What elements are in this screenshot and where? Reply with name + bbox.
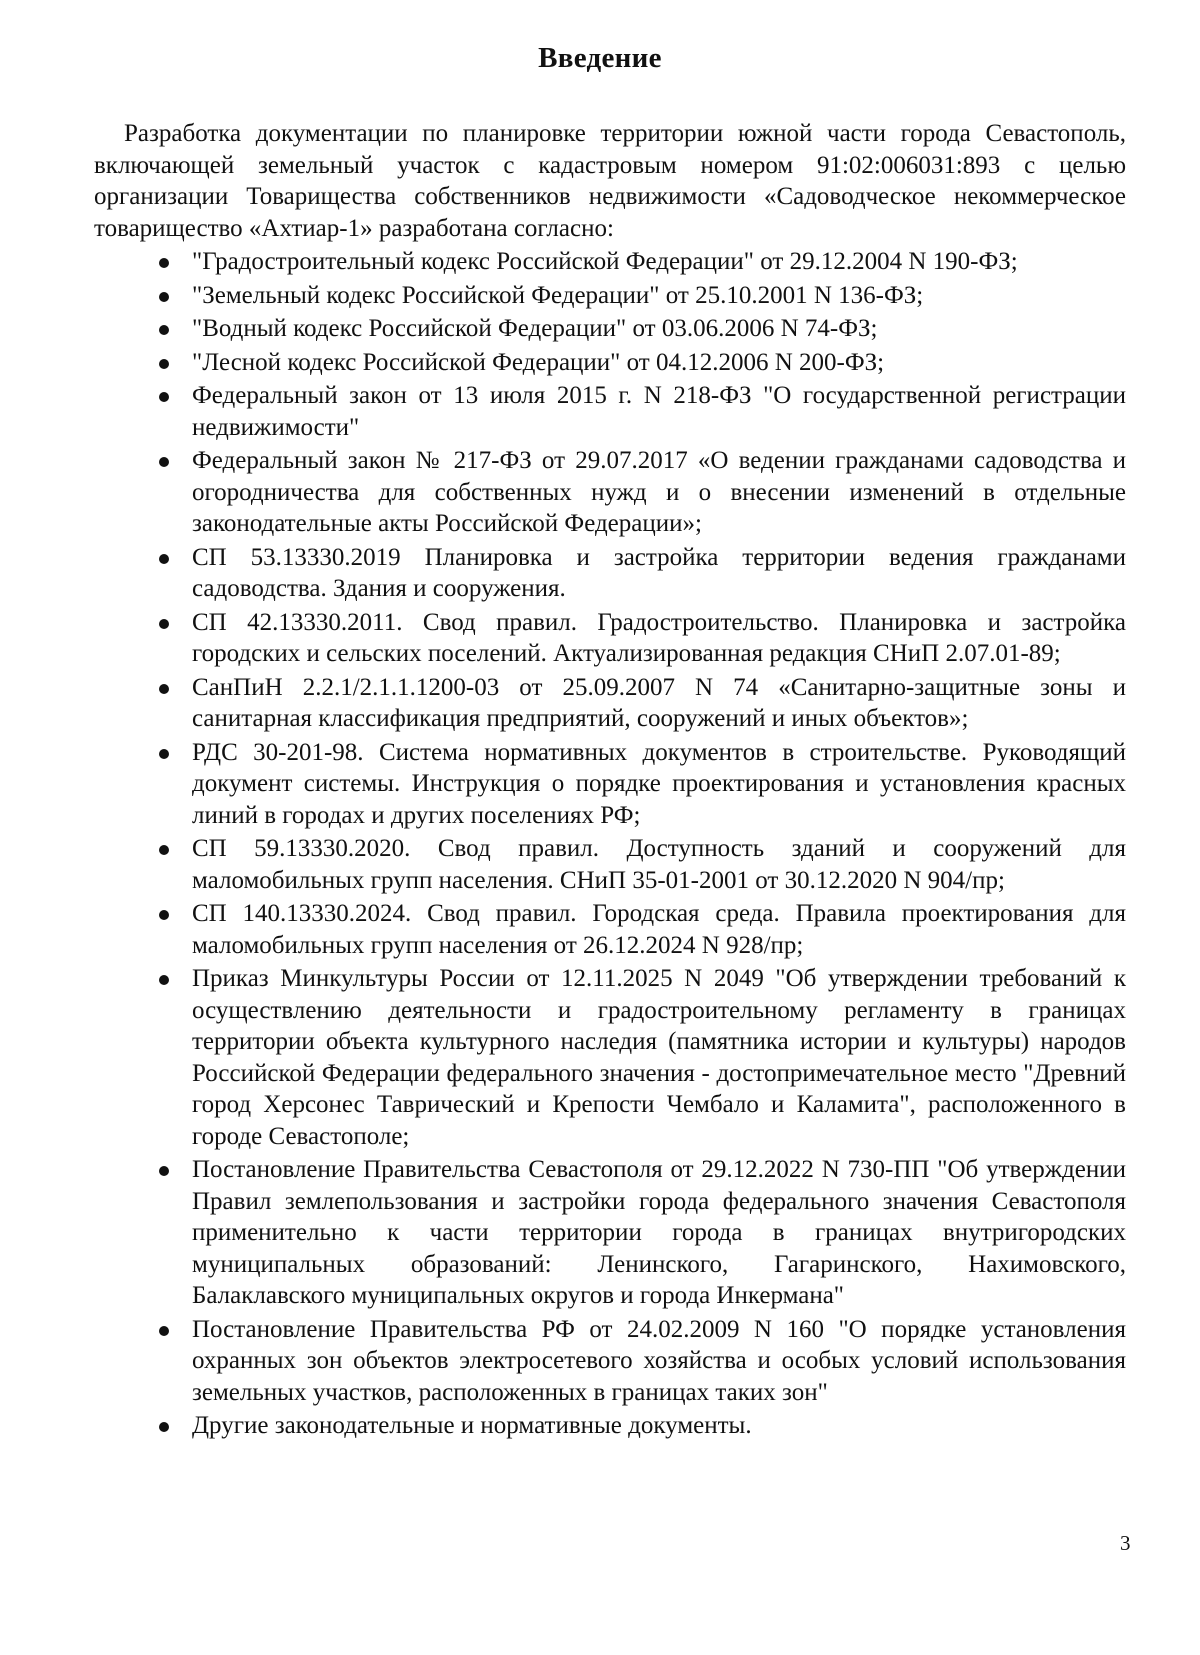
list-item: СП 140.13330.2024. Свод правил. Городская среда. Правила проектирования для маломобильных групп населения от 26.12.2024 N 928/пр; xyxy=(94,898,1126,961)
list-item: "Водный кодекс Российской Федерации" от 03.06.2006 N 74-ФЗ; xyxy=(94,313,1126,345)
document-body xyxy=(94,118,1126,1442)
list-item: СП 53.13330.2019 Планировка и застройка территории ведения гражданами садоводства. Здания и сооружения. xyxy=(94,542,1126,605)
list-item: Приказ Минкультуры России от 12.11.2025 N 2049 "Об утверждении требований к осуществлению деятельности и градостроительному регламенту в границах территории объекта культурного наследия (памятника истории и культуры) народов Российской Федерации федерального значения - достопримечательное место "Древний город Херсонес Таврический и Крепости Чембало и Каламита", расположенного в городе Севастополе; xyxy=(94,963,1126,1152)
list-item: СанПиН 2.2.1/2.1.1.1200-03 от 25.09.2007 N 74 «Санитарно-защитные зоны и санитарная классификация предприятий, сооружений и иных объектов»; xyxy=(94,672,1126,735)
list-item: "Земельный кодекс Российской Федерации" от 25.10.2001 N 136-ФЗ; xyxy=(94,280,1126,312)
list-item: Федеральный закон № 217-ФЗ от 29.07.2017 «О ведении гражданами садоводства и огородничества для собственных нужд и о внесении изменений в отдельные законодательные акты Российской Федерации»; xyxy=(94,445,1126,540)
list-item: "Градостроительный кодекс Российской Федерации" от 29.12.2004 N 190-ФЗ; xyxy=(94,246,1126,278)
list-item: СП 42.13330.2011. Свод правил. Градостроительство. Планировка и застройка городских и сельских поселений. Актуализированная редакция СНиП 2.07.01-89; xyxy=(94,607,1126,670)
regulations-list xyxy=(94,246,1126,1442)
list-item: РДС 30-201-98. Система нормативных документов в строительстве. Руководящий документ системы. Инструкция о порядке проектирования и установления красных линий в городах и других поселениях РФ; xyxy=(94,737,1126,832)
intro-paragraph: Разработка документации по планировке территории южной части города Севастополь, включающей земельный участок с кадастровым номером 91:02:006031:893 с целью организации Товарищества собственников недвижимости «Садоводческое некоммерческое товарищество «Ахтиар-1» разработана согласно: xyxy=(94,120,1126,242)
list-item: СП 59.13330.2020. Свод правил. Доступность зданий и сооружений для маломобильных групп населения. СНиП 35-01-2001 от 30.12.2020 N 904/пр; xyxy=(94,833,1126,896)
page-title: Введение xyxy=(538,42,662,74)
page-number: 3 xyxy=(1120,1531,1131,1555)
list-item: Постановление Правительства РФ от 24.02.2009 N 160 "О порядке установления охранных зон объектов электросетевого хозяйства и особых условий использования земельных участков, расположенных в границах таких зон" xyxy=(94,1314,1126,1409)
list-item: "Лесной кодекс Российской Федерации" от 04.12.2006 N 200-ФЗ; xyxy=(94,347,1126,379)
list-item: Другие законодательные и нормативные документы. xyxy=(94,1410,1126,1442)
list-item: Федеральный закон от 13 июля 2015 г. N 218-ФЗ "О государственной регистрации недвижимости" xyxy=(94,380,1126,443)
list-item: Постановление Правительства Севастополя от 29.12.2022 N 730-ПП "Об утверждении Правил землепользования и застройки города федерального значения Севастополя применительно к части территории города в границах внутригородских муниципальных образований: Ленинского, Гагаринского, Нахимовского, Балаклавского муниципальных округов и города Инкермана" xyxy=(94,1154,1126,1312)
